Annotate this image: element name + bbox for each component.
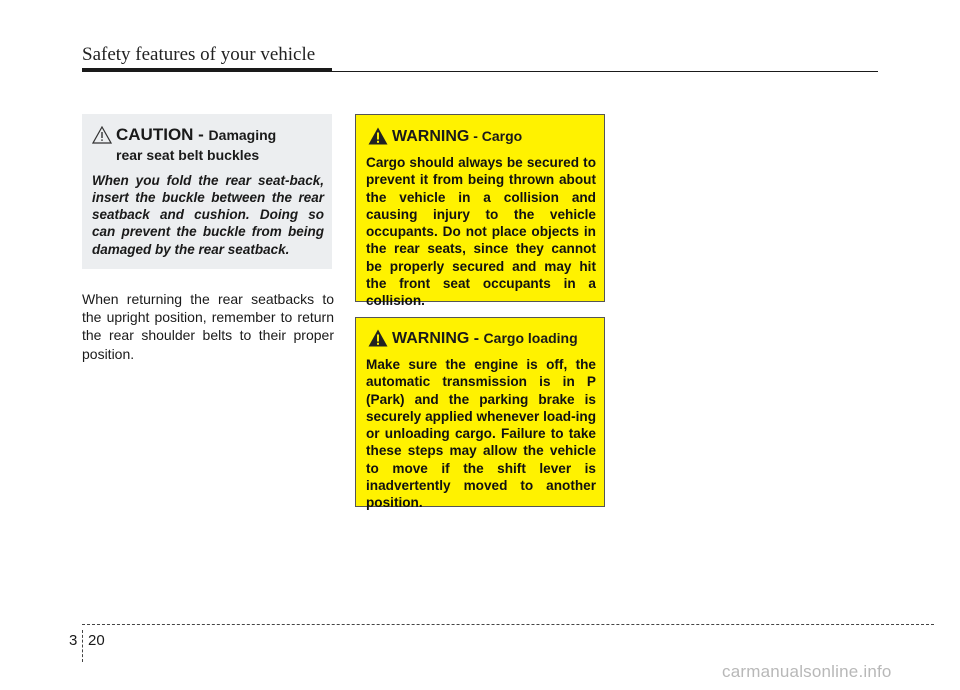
warning-heading: [366, 329, 596, 348]
caution-triangle-icon: [92, 126, 112, 144]
caution-subtitle-2: rear seat belt buckles: [116, 147, 260, 163]
warning-body: Cargo should always be secured to prevent it from being thrown about the vehicle in a collision and causing injury to the vehicle occupants. Do not place objects in the rear seats, since they cannot be properly secured and may hit the front seat occupants in a collision.: [366, 155, 596, 309]
warning-triangle-icon: [368, 127, 388, 145]
warning-triangle-icon: [368, 329, 388, 347]
header-rule-thick: [82, 68, 332, 72]
caution-body: When you fold the rear seat-back, insert the buckle between the rear seatback and cushion. Doing so can prevent the buckle from being damaged by the rear seatback.: [92, 173, 324, 257]
body-paragraph: When returning the rear seatbacks to the upright position, remember to return the rear shoulder belts to their proper position.: [82, 291, 334, 362]
watermark: carmanualsonline.info: [722, 662, 892, 681]
warning-heading: [366, 127, 596, 146]
warning-subtitle: - Cargo: [469, 128, 523, 144]
caution-title: CAUTION -: [116, 125, 209, 144]
warning-title: WARNING: [392, 128, 470, 145]
warning-subtitle: Cargo loading: [483, 330, 578, 346]
footer-dashed-rule: [82, 624, 934, 625]
footer-separator: [82, 630, 83, 662]
caution-box: [82, 114, 332, 269]
warning-box-cargo-loading: [355, 317, 605, 511]
warning-title: WARNING -: [392, 330, 484, 347]
footer-page-number: 20: [88, 632, 105, 649]
page-header-title: Safety features of your vehicle: [82, 44, 316, 65]
header-rule-thin: [332, 71, 878, 72]
warning-body: Make sure the engine is off, the automatic transmission is in P (Park) and the parking brake is securely applied whenever load-ing or unloading cargo. Failure to take these steps may allow the vehicle to move if the shift lever is inadvertently moved to another position.: [366, 357, 596, 511]
caution-subtitle-1: Damaging: [208, 127, 277, 143]
warning-box-cargo: [355, 114, 605, 309]
footer-chapter-number: 3: [69, 632, 78, 649]
caution-heading: [92, 124, 324, 166]
